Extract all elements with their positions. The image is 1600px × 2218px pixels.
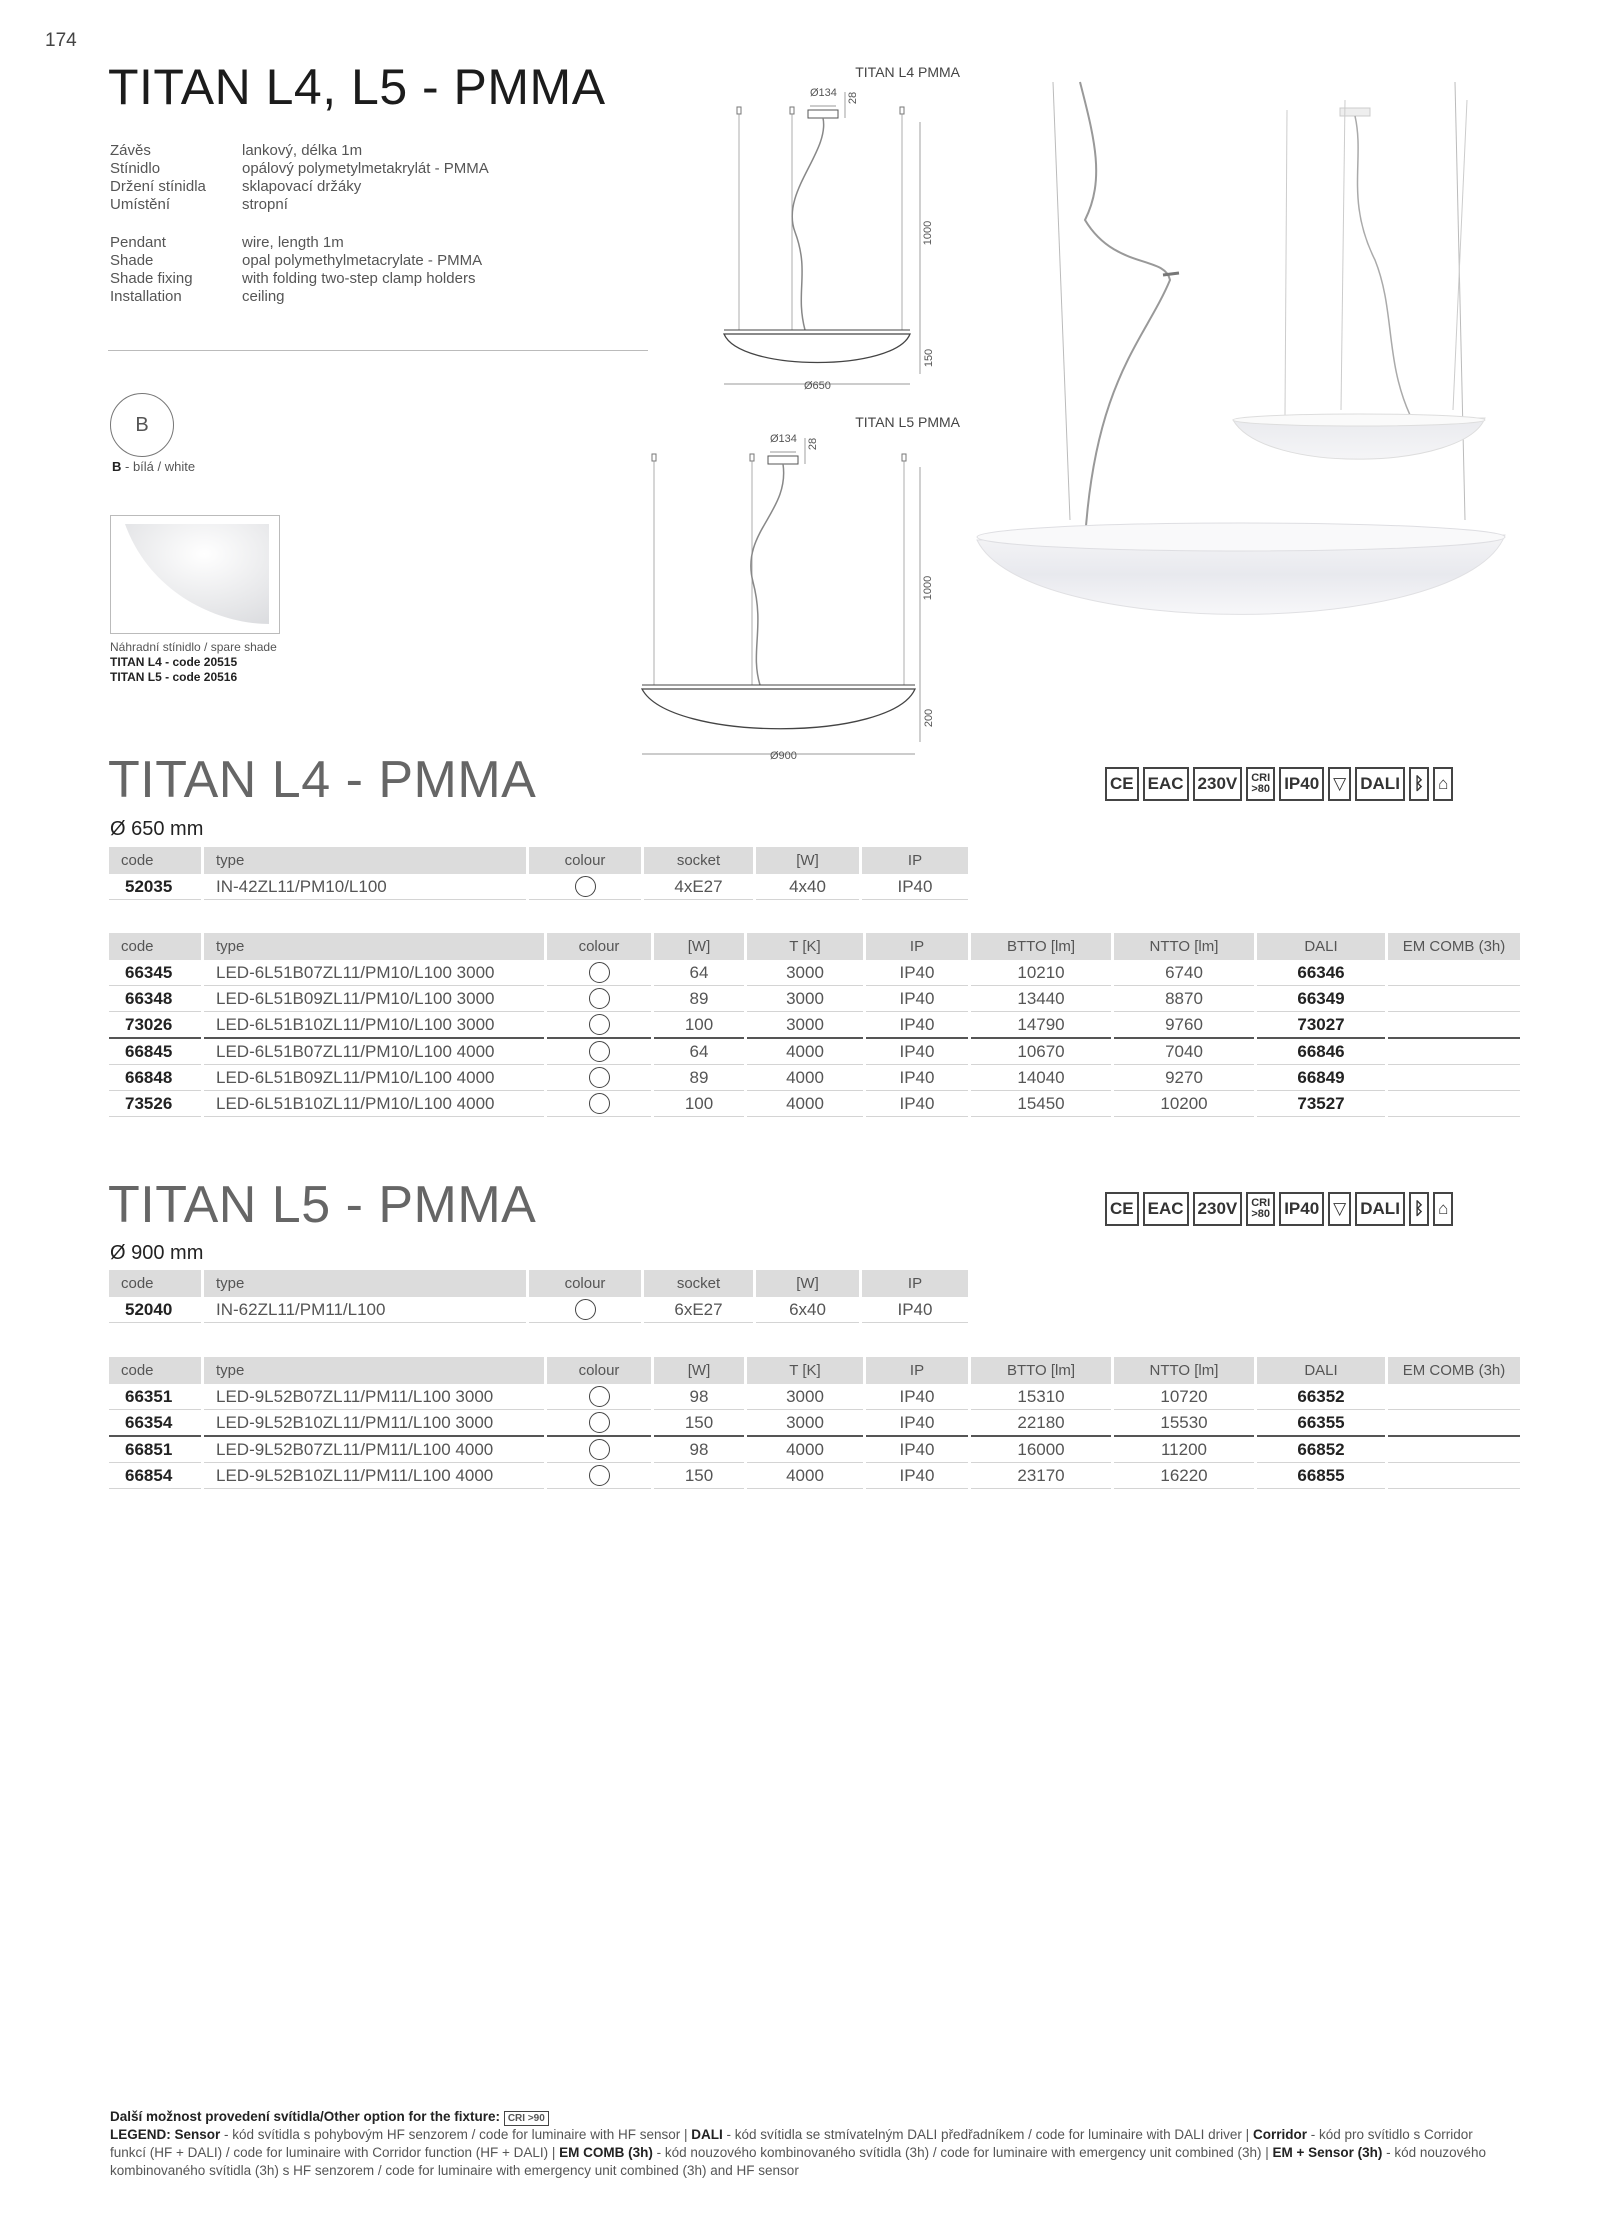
dim-canopy-diameter: Ø134 xyxy=(770,433,797,445)
spec-row: Shade fixing with folding two-step clamp holders xyxy=(110,270,476,287)
bluetooth-icon: ᛒ xyxy=(1409,1192,1429,1226)
l4-basic-table xyxy=(106,847,971,900)
f-mark-icon: ▽ xyxy=(1328,767,1351,801)
cri90-icon: CRI >90 xyxy=(504,2111,549,2126)
table-row: 66351 LED-9L52B07ZL11/PM11/L100 3000 98 3000 IP40 15310 10720 66352 xyxy=(109,1384,1520,1410)
colour-white-icon xyxy=(589,1041,610,1062)
table-row: 52040 IN-62ZL11/PM11/L100 6xE27 6x40 IP40 xyxy=(109,1297,968,1323)
table-row: 66848 LED-6L51B09ZL11/PM10/L100 4000 89 4000 IP40 14040 9270 66849 xyxy=(109,1065,1520,1091)
ip40-icon: IP40 xyxy=(1279,1192,1324,1226)
table-row: 66851 LED-9L52B07ZL11/PM11/L100 4000 98 4000 IP40 16000 11200 66852 xyxy=(109,1437,1520,1463)
table-row: 73026 LED-6L51B10ZL11/PM10/L100 3000 100 3000 IP40 14790 9760 73027 xyxy=(109,1012,1520,1039)
colour-white-icon xyxy=(575,876,596,897)
table-header: code type colour socket [W] IP xyxy=(109,847,968,874)
colour-white-icon xyxy=(589,962,610,983)
sensor-icon: ⌂ xyxy=(1433,767,1453,801)
diameter-l4: Ø 650 mm xyxy=(110,818,204,840)
voltage-icon: 230V xyxy=(1193,767,1243,801)
table-header: code type colour [W] T [K] IP BTTO [lm] NTTO [lm] DALI EM COMB (3h) xyxy=(109,1357,1520,1384)
product-photo-image xyxy=(965,80,1520,640)
sensor-icon: ⌂ xyxy=(1433,1192,1453,1226)
cert-icons-l5 xyxy=(1105,1192,1453,1226)
colour-white-icon xyxy=(589,1412,610,1433)
drawing-l5 xyxy=(630,412,970,772)
table-row: 66854 LED-9L52B10ZL11/PM11/L100 4000 150 4000 IP40 23170 16220 66855 xyxy=(109,1463,1520,1489)
spare-shade-caption: Náhradní stínidlo / spare shade TITAN L4 - code 20515 TITAN L5 - code 20516 xyxy=(110,640,277,684)
spec-row: Shade opal polymethylmetacrylate - PMMA xyxy=(110,252,483,269)
table-row: 52035 IN-42ZL11/PM10/L100 4xE27 4x40 IP40 xyxy=(109,874,968,900)
spec-row: Umístění stropní xyxy=(110,196,288,213)
ip40-icon: IP40 xyxy=(1279,767,1324,801)
table-row: 66345 LED-6L51B07ZL11/PM10/L100 3000 64 3000 IP40 10210 6740 66346 xyxy=(109,960,1520,986)
page-title: TITAN L4, L5 - PMMA xyxy=(108,59,606,115)
page-number: 174 xyxy=(45,30,77,51)
legend-other-option: Další možnost provedení svítidla/Other option for the fixture: CRI >90 xyxy=(110,2108,1510,2126)
voltage-icon: 230V xyxy=(1193,1192,1243,1226)
colour-white-icon xyxy=(589,1465,610,1486)
legend-text: LEGEND: Sensor - kód svítidla s pohybovým HF senzorem / code for luminaire with HF sensor | DALI - kód svítidla se stmívatelným DALI předřadníkem / code for luminaire with DALI driver | Corridor - kód pro svítidlo s Corridor funkcí (HF + DALI) / code for luminaire with Corridor function (HF + DALI) | EM COMB (3h) - kód nouzového kombinovaného svítidla (3h) / code for luminaire with emergency unit combined (3h) | EM + Sensor (3h) - kód nouzového kombinovaného svítidla (3h) s HF senzorem / code for luminaire with emergency unit combined (3h) and HF sensor xyxy=(110,2127,1486,2178)
dim-shade-height: 150 xyxy=(923,348,936,368)
ce-icon: CE xyxy=(1105,767,1139,801)
spec-en xyxy=(110,234,482,306)
section-title-l4: TITAN L4 - PMMA xyxy=(108,751,537,809)
spec-row: Držení stínidla sklapovací držáky xyxy=(110,178,362,195)
product-photo xyxy=(965,80,1520,640)
colour-white-icon xyxy=(589,1439,610,1460)
colour-swatch-white: B xyxy=(110,393,174,457)
l4-led-table xyxy=(106,933,1523,1117)
dim-wire-length: 1000 xyxy=(922,220,935,246)
table-row: 73526 LED-6L51B10ZL11/PM10/L100 4000 100 4000 IP40 15450 10200 73527 xyxy=(109,1091,1520,1117)
spec-row: Installation ceiling xyxy=(110,288,285,305)
colour-white-icon xyxy=(575,1299,596,1320)
dim-canopy-height: 28 xyxy=(807,437,820,451)
eac-icon: EAC xyxy=(1143,1192,1189,1226)
bluetooth-icon: ᛒ xyxy=(1409,767,1429,801)
colour-white-icon xyxy=(589,1067,610,1088)
colour-white-icon xyxy=(589,1093,610,1114)
dali-icon: DALI xyxy=(1355,767,1405,801)
drawing-l4-label: TITAN L4 PMMA xyxy=(855,64,960,80)
spec-row: Pendant wire, length 1m xyxy=(110,234,344,251)
spec-row: Stínidlo opálový polymetylmetakrylát - PMMA xyxy=(110,160,489,177)
colour-swatch-label: B - bílá / white xyxy=(112,459,196,474)
diameter-l5: Ø 900 mm xyxy=(110,1242,204,1264)
dim-wire-length: 1000 xyxy=(922,575,935,601)
spec-cz xyxy=(110,142,489,214)
colour-white-icon xyxy=(589,988,610,1009)
l5-basic-table xyxy=(106,1270,971,1323)
spec-row: Závěs lankový, délka 1m xyxy=(110,142,363,159)
legend xyxy=(110,2108,1510,2180)
cert-icons-l4 xyxy=(1105,767,1453,801)
table-row: 66348 LED-6L51B09ZL11/PM10/L100 3000 89 3000 IP40 13440 8870 66349 xyxy=(109,986,1520,1012)
section-title-l5: TITAN L5 - PMMA xyxy=(108,1176,537,1234)
dali-icon: DALI xyxy=(1355,1192,1405,1226)
dim-canopy-diameter: Ø134 xyxy=(810,87,837,99)
spare-shade-thumbnail xyxy=(110,515,280,634)
eac-icon: EAC xyxy=(1143,767,1189,801)
table-header: code type colour [W] T [K] IP BTTO [lm] NTTO [lm] DALI EM COMB (3h) xyxy=(109,933,1520,960)
table-row: 66354 LED-9L52B10ZL11/PM11/L100 3000 150 3000 IP40 22180 15530 66355 xyxy=(109,1410,1520,1437)
dim-shade-diameter: Ø900 xyxy=(770,750,797,762)
table-row: 66845 LED-6L51B07ZL11/PM10/L100 4000 64 4000 IP40 10670 7040 66846 xyxy=(109,1039,1520,1065)
spare-shade-image xyxy=(111,516,279,633)
dim-canopy-height: 28 xyxy=(847,91,860,105)
l5-led-table xyxy=(106,1357,1523,1489)
ce-icon: CE xyxy=(1105,1192,1139,1226)
dim-shade-diameter: Ø650 xyxy=(804,380,831,392)
table-header: code type colour socket [W] IP xyxy=(109,1270,968,1297)
dim-shade-height: 200 xyxy=(923,708,936,728)
colour-white-icon xyxy=(589,1386,610,1407)
colour-white-icon xyxy=(589,1014,610,1035)
f-mark-icon: ▽ xyxy=(1328,1192,1351,1226)
drawing-l5-label: TITAN L5 PMMA xyxy=(855,414,960,430)
cri-icon: CRI >80 xyxy=(1246,767,1275,801)
spec-divider xyxy=(108,350,648,351)
drawing-l4 xyxy=(710,62,970,392)
cri-icon: CRI >80 xyxy=(1246,1192,1275,1226)
drawing-l5-sketch xyxy=(630,412,970,772)
